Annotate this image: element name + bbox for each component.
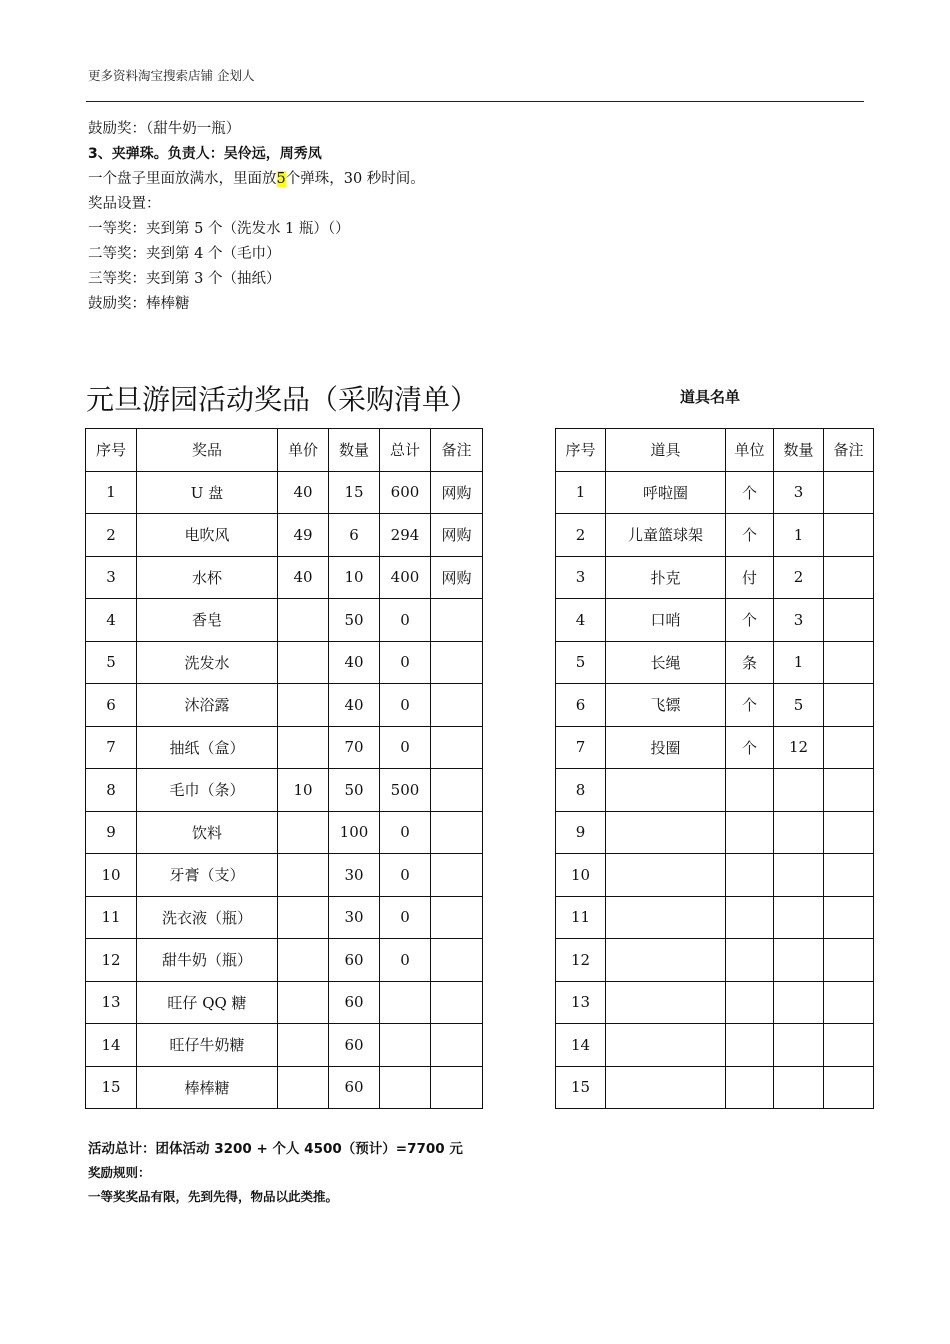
prize-list-title: 元旦游园活动奖品（采购清单） — [86, 383, 479, 416]
table-cell: 甜牛奶（瓶） — [137, 939, 278, 982]
column-header: 总计 — [380, 429, 431, 472]
table-cell: 饮料 — [137, 811, 278, 854]
table-cell — [824, 811, 874, 854]
table-cell — [606, 1066, 726, 1109]
table-cell: 旺仔牛奶糖 — [137, 1024, 278, 1067]
table-cell — [431, 641, 483, 684]
table-row — [86, 471, 483, 514]
table-cell: 旺仔 QQ 糖 — [137, 981, 278, 1024]
table-cell — [431, 811, 483, 854]
table-cell — [774, 981, 824, 1024]
game-description-pre: 一个盘子里面放满水，里面放 — [88, 171, 277, 187]
table-cell — [431, 854, 483, 897]
table-cell: 3 — [774, 471, 824, 514]
table-cell: 100 — [329, 811, 380, 854]
encouragement-prize-line: 鼓励奖：（甜牛奶一瓶） — [88, 121, 241, 137]
table-cell: 个 — [726, 684, 774, 727]
game-heading: 3、夹弹珠。负责人：吴伶远，周秀凤 — [88, 146, 322, 162]
table-row — [86, 896, 483, 939]
game-description-post: 个弹珠，30 秒时间。 — [285, 171, 425, 187]
table-row — [556, 726, 874, 769]
table-row — [86, 939, 483, 982]
table-cell: 10 — [329, 556, 380, 599]
table-cell: 4 — [556, 599, 606, 642]
table-row — [556, 1024, 874, 1067]
table-cell: 3 — [556, 556, 606, 599]
table-row — [556, 896, 874, 939]
table-cell: 30 — [329, 854, 380, 897]
table-cell: 10 — [86, 854, 137, 897]
table-cell: 294 — [380, 514, 431, 557]
table-row — [556, 514, 874, 557]
table-cell — [431, 981, 483, 1024]
table-cell — [824, 939, 874, 982]
table-row — [86, 854, 483, 897]
table-cell: 0 — [380, 854, 431, 897]
table-cell — [606, 769, 726, 812]
table-cell: 600 — [380, 471, 431, 514]
table-cell — [431, 684, 483, 727]
table-row — [556, 939, 874, 982]
table-cell — [726, 896, 774, 939]
table-cell — [606, 1024, 726, 1067]
column-header: 序号 — [556, 429, 606, 472]
table-cell — [824, 896, 874, 939]
table-row — [556, 769, 874, 812]
table-cell — [606, 939, 726, 982]
intro-section — [88, 117, 425, 317]
table-cell — [726, 1066, 774, 1109]
table-row — [556, 556, 874, 599]
table-row — [556, 1066, 874, 1109]
table-cell — [726, 854, 774, 897]
table-cell: 15 — [86, 1066, 137, 1109]
table-cell: 4 — [86, 599, 137, 642]
table-cell: 1 — [556, 471, 606, 514]
second-prize-line: 二等奖：夹到第 4 个（毛巾） — [88, 246, 281, 262]
table-cell — [278, 896, 329, 939]
table-cell: 12 — [774, 726, 824, 769]
table-cell: 洗衣液（瓶） — [137, 896, 278, 939]
table-cell — [431, 1024, 483, 1067]
table-cell: 70 — [329, 726, 380, 769]
table-cell: 棒棒糖 — [137, 1066, 278, 1109]
table-cell — [726, 811, 774, 854]
table-cell — [606, 811, 726, 854]
table-cell — [824, 854, 874, 897]
table-row — [556, 471, 874, 514]
table-cell — [774, 811, 824, 854]
table-cell: 11 — [86, 896, 137, 939]
table-cell — [278, 1066, 329, 1109]
table-cell: 60 — [329, 939, 380, 982]
prize-table-header-row — [86, 429, 483, 472]
table-cell: 扑克 — [606, 556, 726, 599]
table-cell — [824, 981, 874, 1024]
table-cell — [774, 854, 824, 897]
table-cell — [606, 896, 726, 939]
page-header-text: 更多资料淘宝搜索店铺 企划人 — [88, 68, 255, 83]
props-list-title: 道具名单 — [680, 388, 741, 406]
highlighted-number: 5 — [276, 171, 286, 187]
table-cell: 网购 — [431, 514, 483, 557]
table-row — [86, 769, 483, 812]
table-cell: 15 — [556, 1066, 606, 1109]
table-row — [556, 641, 874, 684]
table-cell: 个 — [726, 514, 774, 557]
encouragement-line: 鼓励奖：棒棒糖 — [88, 296, 190, 312]
table-cell: 7 — [86, 726, 137, 769]
column-header: 奖品 — [137, 429, 278, 472]
column-header: 道具 — [606, 429, 726, 472]
table-cell: 10 — [278, 769, 329, 812]
table-cell — [431, 896, 483, 939]
table-cell — [431, 769, 483, 812]
table-cell: 毛巾（条） — [137, 769, 278, 812]
table-cell: 洗发水 — [137, 641, 278, 684]
table-row — [556, 684, 874, 727]
table-cell — [824, 471, 874, 514]
table-cell: 投圈 — [606, 726, 726, 769]
column-header: 单价 — [278, 429, 329, 472]
table-cell: 6 — [86, 684, 137, 727]
rules-label: 奖励规则： — [88, 1165, 151, 1180]
table-row — [86, 599, 483, 642]
table-cell: U 盘 — [137, 471, 278, 514]
table-row — [86, 811, 483, 854]
table-cell: 500 — [380, 769, 431, 812]
table-cell — [726, 939, 774, 982]
activity-total: 活动总计：团体活动 3200 + 个人 4500（预计）=7700 元 — [88, 1141, 463, 1157]
table-cell: 1 — [86, 471, 137, 514]
table-cell — [774, 769, 824, 812]
table-row — [86, 1024, 483, 1067]
table-row — [86, 684, 483, 727]
table-cell: 0 — [380, 811, 431, 854]
table-row — [86, 981, 483, 1024]
table-cell: 水杯 — [137, 556, 278, 599]
table-cell: 7 — [556, 726, 606, 769]
table-cell — [431, 939, 483, 982]
table-cell: 付 — [726, 556, 774, 599]
table-cell: 60 — [329, 1024, 380, 1067]
table-cell — [606, 981, 726, 1024]
table-cell — [824, 514, 874, 557]
table-cell: 5 — [556, 641, 606, 684]
prize-settings-label: 奖品设置： — [88, 196, 161, 212]
table-cell: 个 — [726, 726, 774, 769]
table-cell: 长绳 — [606, 641, 726, 684]
table-cell: 0 — [380, 939, 431, 982]
table-cell — [726, 1024, 774, 1067]
table-cell — [278, 1024, 329, 1067]
table-cell: 口哨 — [606, 599, 726, 642]
table-cell: 5 — [774, 684, 824, 727]
table-cell — [380, 1066, 431, 1109]
table-cell — [606, 854, 726, 897]
table-cell — [726, 981, 774, 1024]
table-row — [86, 1066, 483, 1109]
table-cell: 条 — [726, 641, 774, 684]
header-divider — [86, 101, 864, 102]
table-cell: 15 — [329, 471, 380, 514]
table-cell — [431, 599, 483, 642]
table-cell: 8 — [556, 769, 606, 812]
first-prize-line: 一等奖：夹到第 5 个（洗发水 1 瓶）（） — [88, 221, 350, 237]
table-cell — [278, 599, 329, 642]
table-cell: 抽纸（盒） — [137, 726, 278, 769]
table-cell: 3 — [86, 556, 137, 599]
footer-section — [88, 1137, 463, 1209]
table-cell: 40 — [278, 471, 329, 514]
table-cell — [824, 556, 874, 599]
table-cell — [278, 726, 329, 769]
table-cell — [278, 811, 329, 854]
table-cell: 网购 — [431, 556, 483, 599]
table-cell: 6 — [556, 684, 606, 727]
table-cell: 2 — [86, 514, 137, 557]
table-cell: 沐浴露 — [137, 684, 278, 727]
table-cell: 个 — [726, 599, 774, 642]
table-cell — [774, 1024, 824, 1067]
table-cell — [278, 684, 329, 727]
table-cell: 40 — [278, 556, 329, 599]
table-cell — [380, 1024, 431, 1067]
column-header: 数量 — [329, 429, 380, 472]
table-cell: 6 — [329, 514, 380, 557]
table-cell: 个 — [726, 471, 774, 514]
table-cell — [431, 1066, 483, 1109]
table-cell: 儿童篮球架 — [606, 514, 726, 557]
table-cell — [824, 769, 874, 812]
table-cell: 0 — [380, 684, 431, 727]
table-cell: 2 — [556, 514, 606, 557]
column-header: 序号 — [86, 429, 137, 472]
column-header: 数量 — [774, 429, 824, 472]
table-cell: 8 — [86, 769, 137, 812]
table-cell: 30 — [329, 896, 380, 939]
table-cell: 香皂 — [137, 599, 278, 642]
table-cell — [824, 1066, 874, 1109]
table-cell: 40 — [329, 641, 380, 684]
table-cell: 50 — [329, 599, 380, 642]
props-list-table — [555, 428, 874, 1109]
table-cell: 9 — [86, 811, 137, 854]
table-cell: 1 — [774, 514, 824, 557]
table-cell: 飞镖 — [606, 684, 726, 727]
table-cell — [278, 939, 329, 982]
table-cell: 0 — [380, 726, 431, 769]
table-cell: 呼啦圈 — [606, 471, 726, 514]
table-cell: 60 — [329, 1066, 380, 1109]
table-row — [86, 641, 483, 684]
table-cell: 网购 — [431, 471, 483, 514]
table-row — [86, 726, 483, 769]
table-cell: 9 — [556, 811, 606, 854]
column-header: 备注 — [824, 429, 874, 472]
table-cell — [278, 854, 329, 897]
table-cell: 0 — [380, 641, 431, 684]
table-cell: 50 — [329, 769, 380, 812]
column-header: 备注 — [431, 429, 483, 472]
table-cell: 2 — [774, 556, 824, 599]
rule-line: 一等奖奖品有限，先到先得，物品以此类推。 — [88, 1189, 339, 1204]
table-cell: 12 — [556, 939, 606, 982]
column-header: 单位 — [726, 429, 774, 472]
table-cell: 10 — [556, 854, 606, 897]
table-row — [556, 981, 874, 1024]
table-cell: 0 — [380, 896, 431, 939]
table-cell — [824, 599, 874, 642]
table-cell: 12 — [86, 939, 137, 982]
table-cell: 60 — [329, 981, 380, 1024]
table-cell: 14 — [556, 1024, 606, 1067]
table-cell: 牙膏（支） — [137, 854, 278, 897]
table-cell: 49 — [278, 514, 329, 557]
props-table-header-row — [556, 429, 874, 472]
table-cell: 14 — [86, 1024, 137, 1067]
table-cell: 11 — [556, 896, 606, 939]
table-cell — [774, 1066, 824, 1109]
table-cell: 40 — [329, 684, 380, 727]
third-prize-line: 三等奖：夹到第 3 个（抽纸） — [88, 271, 281, 287]
table-cell: 3 — [774, 599, 824, 642]
table-cell: 13 — [556, 981, 606, 1024]
table-cell — [380, 981, 431, 1024]
table-cell — [774, 896, 824, 939]
table-row — [556, 599, 874, 642]
table-cell: 0 — [380, 599, 431, 642]
table-cell: 1 — [774, 641, 824, 684]
table-cell — [824, 1024, 874, 1067]
table-cell: 5 — [86, 641, 137, 684]
table-cell: 400 — [380, 556, 431, 599]
table-row — [556, 811, 874, 854]
table-cell — [278, 641, 329, 684]
prize-table-body — [86, 471, 483, 1109]
table-cell — [774, 939, 824, 982]
table-cell — [278, 981, 329, 1024]
table-row — [556, 854, 874, 897]
props-table-body — [556, 471, 874, 1109]
table-row — [86, 514, 483, 557]
game-description — [88, 167, 425, 192]
table-cell — [824, 684, 874, 727]
table-cell — [824, 641, 874, 684]
table-cell — [824, 726, 874, 769]
prize-purchase-table — [85, 428, 483, 1109]
table-cell — [726, 769, 774, 812]
table-cell — [431, 726, 483, 769]
table-cell: 13 — [86, 981, 137, 1024]
table-cell: 电吹风 — [137, 514, 278, 557]
table-row — [86, 556, 483, 599]
